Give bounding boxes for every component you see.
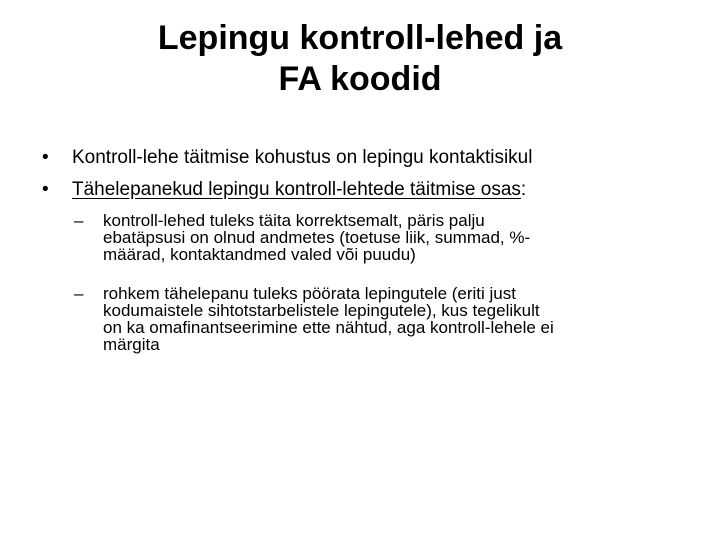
bullet-text-suffix: :: [520, 179, 527, 200]
subbullet-line: märgita: [103, 335, 160, 354]
subbullet-marker: –: [74, 284, 84, 303]
bullet-marker: •: [42, 147, 49, 168]
bullet-text: [72, 178, 526, 202]
bullet-marker: •: [42, 179, 49, 200]
slide-title: [0, 18, 720, 100]
subbullet-line: kontroll-lehed tuleks täita korrektsemalt, päris palju: [103, 211, 485, 230]
subbullet-line: ebatäpsusi on olnud andmetes (toetuse liik, summad, %-: [103, 228, 531, 247]
bullet-text: Kontroll-lehe täitmise kohustus on lepingu kontaktisikul: [72, 147, 533, 168]
subbullet-line: on ka omafinantseerimine ette nähtud, aga kontroll-lehele ei: [103, 318, 554, 337]
title-line-2: FA koodid: [278, 60, 442, 98]
subbullet-text: [103, 285, 703, 353]
subbullet-line: rohkem tähelepanu tuleks pöörata lepingutele (eriti just: [103, 284, 516, 303]
subbullet-line: kodumaistele sihtotstarbelistele lepingutele), kus tegelikult: [103, 301, 540, 320]
subbullet-marker: –: [74, 211, 84, 230]
title-line-1: Lepingu kontroll-lehed ja: [157, 19, 563, 57]
subbullet-line: määrad, kontaktandmed valed või puudu): [103, 245, 416, 264]
subbullet-text: [103, 212, 703, 263]
bullet-text-underlined: Tähelepanekud lepingu kontroll-lehtede täitmise osas: [72, 179, 521, 200]
